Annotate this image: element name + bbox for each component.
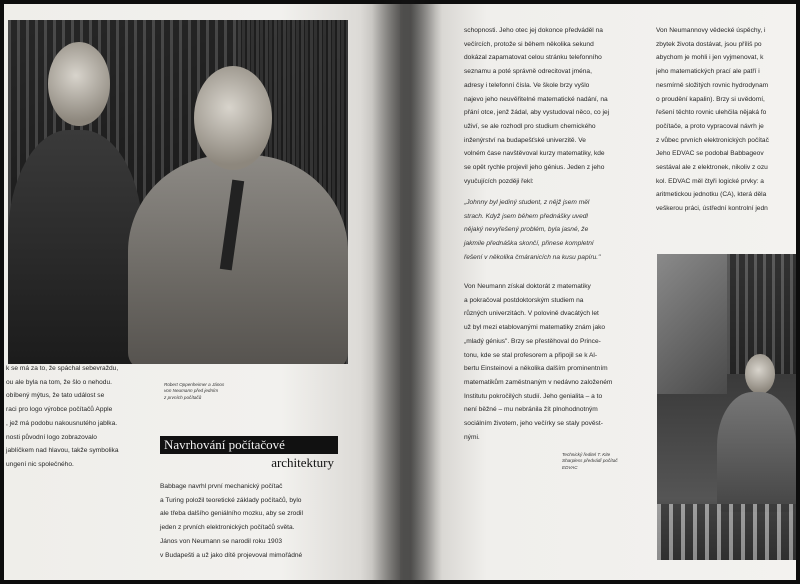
photo-caption [562, 452, 618, 471]
text-line: nesmírně složitých rovnic hydrodynam [656, 81, 769, 89]
text-line: Von Neumannovy vědecké úspěchy, i [656, 27, 766, 34]
quote-line: nějaký nevyřešený problém, byla jasné, že [464, 226, 589, 234]
text-line: z vůbec prvních elektronických počítač [656, 136, 769, 144]
text-line: počítače, a proto vypracoval návrh je [656, 122, 764, 130]
text-line: sociálním životem, jeho večírky se staly pověst- [464, 420, 603, 428]
text-line: Babbage navrhl první mechanický počítač [160, 483, 283, 490]
text-line: sestával ale z elektronek, nikoliv z ozu [656, 164, 768, 172]
caption-line: Robert Oppenheimer a János [164, 382, 225, 387]
text-line: ale třeba dalšího geniálního mozku, aby se zrodil [160, 510, 303, 518]
text-line: inženýrství na budapešťské univerzitě. Ve [464, 136, 586, 144]
text-line: uživí, se ale rozhodl pro studium chemického [464, 122, 596, 130]
main-column-top [464, 24, 609, 188]
text-line: řešení těchto rovnic ulehčila nějaká fo [656, 109, 767, 117]
left-page [4, 4, 400, 580]
heading-line-1: Navrhování počítačové [160, 436, 338, 454]
text-line: matematikům zaměstnaným v nedávno založeném [464, 378, 613, 386]
text-line: není běžné – mu nebránila žít plnohodnotným [464, 406, 598, 414]
text-line: jeden z prvních elektronických počítačů světa. [160, 524, 295, 532]
text-line: adresy i telefonní čísla. Ve škole brzy vyšlo [464, 81, 590, 89]
quote-line: „Johnny byl jediný student, z nějž jsem měl [464, 199, 590, 206]
caption-line: von Neumann před jedním [164, 388, 219, 394]
text-line: vyučujících později řekl: [464, 177, 534, 185]
intro-paragraph [6, 362, 119, 472]
text-line: Institutu pokročilých studií. Jeho genialita – a to [464, 392, 603, 400]
text-line: se opět rychle projevil jeho génius. Jeden z jeho [464, 164, 605, 172]
text-line: seznamu a poté správně odrecitovat jména, [464, 68, 592, 76]
text-line: o proudění kapalin). Brzy si uvědomí, [656, 95, 765, 103]
text-line: ou ale byla na tom, že šlo o nehodu. [6, 378, 112, 386]
second-column [656, 24, 796, 216]
text-line: v Budapešti a už jako dítě projevoval mimořádné [160, 551, 303, 559]
edvac-photo [657, 254, 796, 560]
text-line: jablíčkem nad hlavou, takže symbolika [6, 447, 119, 455]
text-line: abychom je mohli i jen vyjmenovat, k [656, 54, 764, 62]
heading-line-2: architektury [271, 455, 334, 470]
text-line: jeho matematických prací ale patří i [656, 68, 760, 76]
text-line: Von Neumann získal doktorát z matematiky [464, 283, 591, 290]
text-line: nými. [464, 433, 480, 441]
text-line: ungení nic společného. [6, 460, 74, 468]
text-line: veškerou práci, ústřední kontrolní jedn [656, 205, 768, 213]
text-line: dokázal zapamatovat celou stránku telefonního [464, 54, 602, 62]
text-line: aritmetickou jednotku (CA), která děla [656, 191, 767, 199]
text-line: obíbený mýtus, že tato událost se [6, 392, 105, 400]
text-line: najevo jeho neuvěřitelné matematické nadání, na [464, 95, 608, 103]
text-line: a pokračoval postdoktorským studiem na [464, 296, 584, 304]
section-paragraph [160, 480, 303, 562]
text-line: Jeho EDVAC se podobal Babbageov [656, 150, 764, 158]
main-column-bottom [464, 280, 612, 444]
caption-line: EDVAC [562, 464, 578, 470]
text-line: tonu, kde se stal profesorem a připojil se k Al- [464, 351, 598, 359]
caption-line: z prvních počítačů [164, 394, 202, 400]
oppenheimer-von-neumann-photo [8, 20, 348, 364]
text-line: János von Neumann se narodil roku 1903 [160, 537, 283, 545]
section-heading [160, 436, 338, 472]
text-line: raci pro logo výrobce počítačů Apple [6, 406, 113, 414]
text-line: už byl mezi etablovanými matematiky znám jako [464, 324, 606, 332]
quote-line: jakmile přednáška skončí, přinese kompletní [464, 240, 594, 248]
text-line: přání otce, jenž žádal, aby vystudoval něco, co jej [464, 109, 610, 117]
text-line: večírcích, protože si během několika sekund [464, 40, 594, 48]
text-line: volném čase navštěvoval kurzy matematiky, kde [464, 150, 605, 158]
text-line: k se má za to, že spáchal sebevraždu, [6, 365, 119, 372]
text-line: nosti původní logo zobrazovalo [6, 433, 97, 441]
text-line: a Turing položil teoretické základy počítačů, bylo [160, 496, 302, 504]
text-line: „mladý génius". Brzy se přestěhoval do Prince- [464, 337, 601, 345]
caption-line: Sharpless předvádí počítač [562, 458, 618, 464]
quote-line: strach. Když jsem během přednášky uvedl [464, 212, 588, 220]
caption-line: Technický ředitel T. Kite [562, 452, 611, 457]
text-line: , jež má podobu nakousnutého jablka. [6, 419, 118, 427]
text-line: bertu Einsteinovi a několika dalším prominentním [464, 365, 608, 373]
text-line: schopnosti. Jeho otec jej dokonce předváděl na [464, 27, 603, 34]
text-line: kol. EDVAC měl čtyři logické prvky: a [656, 177, 764, 185]
text-line: zbytek života dostávat, jsou příliš po [656, 40, 762, 48]
text-line: různých univerzitách. V polovině dvacátých let [464, 310, 599, 318]
photo-caption [164, 382, 224, 401]
pull-quote [464, 196, 600, 265]
quote-line: řešení v několika čmáranicích na kusu papíru." [464, 253, 601, 261]
